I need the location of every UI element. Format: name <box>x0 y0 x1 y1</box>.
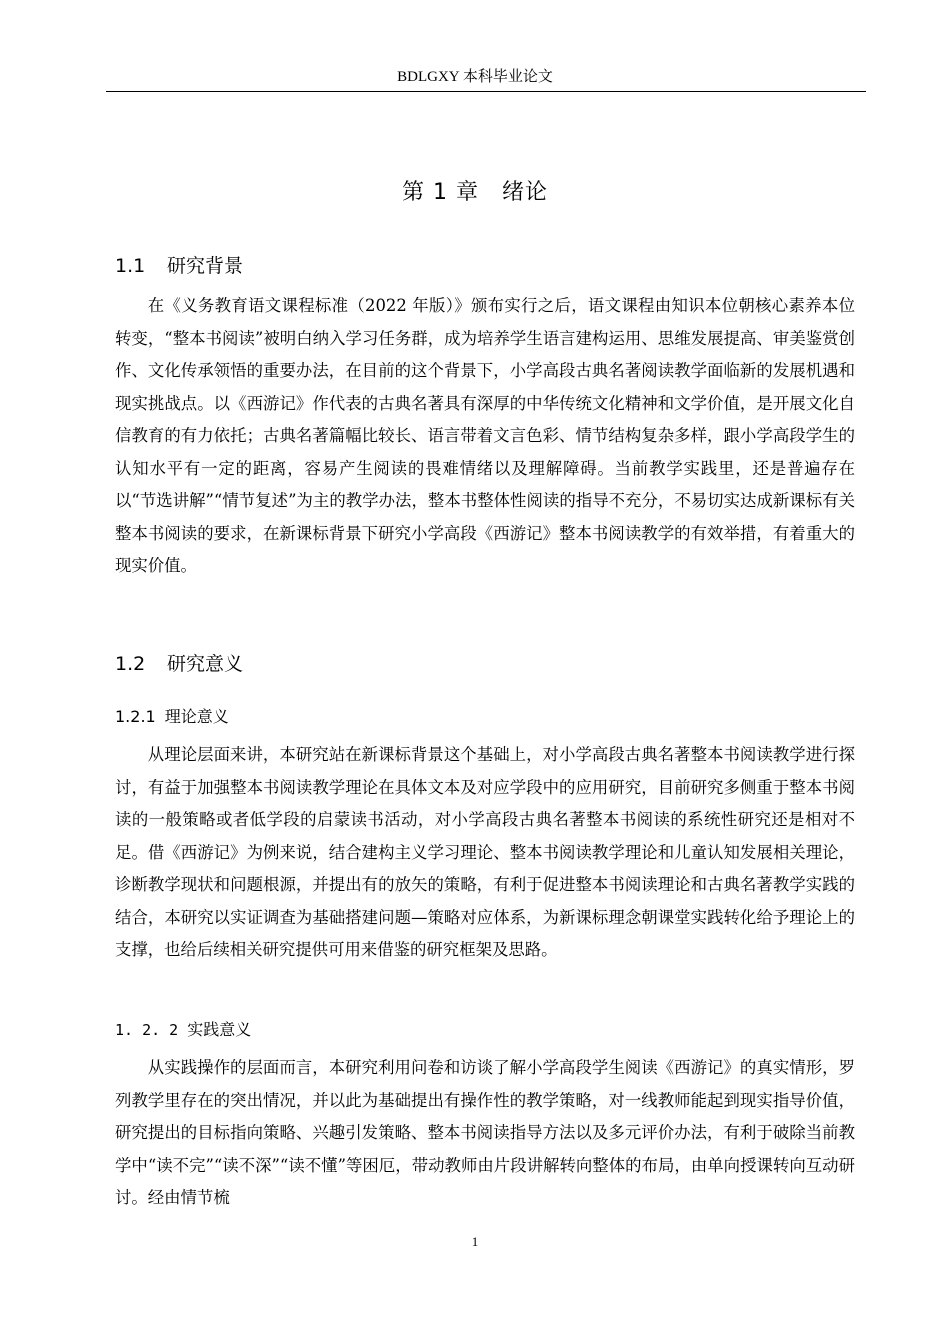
paragraph-research-background: 在《义务教育语文课程标准（2022 年版）》颁布实行之后，语文课程由知识本位朝核心素养本位转变，“整本书阅读”被明白纳入学习任务群，成为培养学生语言建构运用、思维发展提高、审美鉴赏创作、文化传承领悟的重要办法，在目前的这个背景下，小学高段古典名著阅读教学面临新的发展机遇和现实挑战点。以《西游记》作代表的古典名著具有深厚的中华传统文化精神和文学价值，是开展文化自信教育的有力依托；古典名著篇幅比较长、语言带着文言色彩、情节结构复杂多样，跟小学高段学生的认知水平有一定的距离，容易产生阅读的畏难情绪以及理解障碍。当前教学实践里，还是普遍存在以“节选讲解”“情节复述”为主的教学办法，整本书整体性阅读的指导不充分，不易切实达成新课标有关整本书阅读的要求，在新课标背景下研究小学高段《西游记》整本书阅读教学的有效举措，有着重大的现实价值。 <box>115 296 855 575</box>
subsection-heading-1-2-1 <box>115 706 229 728</box>
header-rule <box>106 91 866 92</box>
paragraph-practical-significance: 从实践操作的层面而言，本研究利用问卷和访谈了解小学高段学生阅读《西游记》的真实情形，罗列教学里存在的突出情况，并以此为基础提出有操作性的教学策略，对一线教师能起到现实指导价值，研究提出的目标指向策略、兴趣引发策略、整本书阅读指导方法以及多元评价办法，有利于破除当前教学中“读不完”“读不深”“读不懂”等困厄，带动教师由片段讲解转向整体的布局，由单向授课转向互动研讨。经由情节梳 <box>115 1058 855 1207</box>
section-title: 研究背景 <box>167 255 244 277</box>
page-number: 1 <box>471 1234 479 1249</box>
subsection-title: 理论意义 <box>164 707 229 726</box>
paragraph-theoretical-significance: 从理论层面来讲，本研究站在新课标背景这个基础上，对小学高段古典名著整本书阅读教学进行探讨，有益于加强整本书阅读教学理论在具体文本及对应学段中的应用研究，目前研究多侧重于整本书阅读的一般策略或者低学段的启蒙读书活动，对小学高段古典名著整本书阅读的系统性研究还是相对不足。借《西游记》为例来说，结合建构主义学习理论、整本书阅读教学理论和儿童认知发展相关理论，诊断教学现状和问题根源，并提出有的放矢的策略，有利于促进整本书阅读理论和古典名著教学实践的结合，本研究以实证调查为基础搭建问题—策略对应体系，为新课标理念朝课堂实践转化给予理论上的支撑，也给后续相关研究提供可用来借鉴的研究框架及思路。 <box>115 745 855 959</box>
section-number: 1.1 <box>115 255 146 277</box>
section-heading-1-2 <box>115 651 243 677</box>
running-header: BDLGXY 本科毕业论文 <box>397 69 553 85</box>
section-number: 1.2 <box>115 653 146 675</box>
subsection-number: 1. 2. 2 <box>115 1021 179 1039</box>
subsection-title: 实践意义 <box>187 1020 252 1039</box>
chapter-title: 第 1 章 绪论 <box>402 180 548 205</box>
subsection-heading-1-2-2 <box>115 1019 251 1041</box>
section-heading-1-1 <box>115 253 243 279</box>
subsection-number: 1.2.1 <box>115 707 156 726</box>
section-title: 研究意义 <box>167 653 244 675</box>
